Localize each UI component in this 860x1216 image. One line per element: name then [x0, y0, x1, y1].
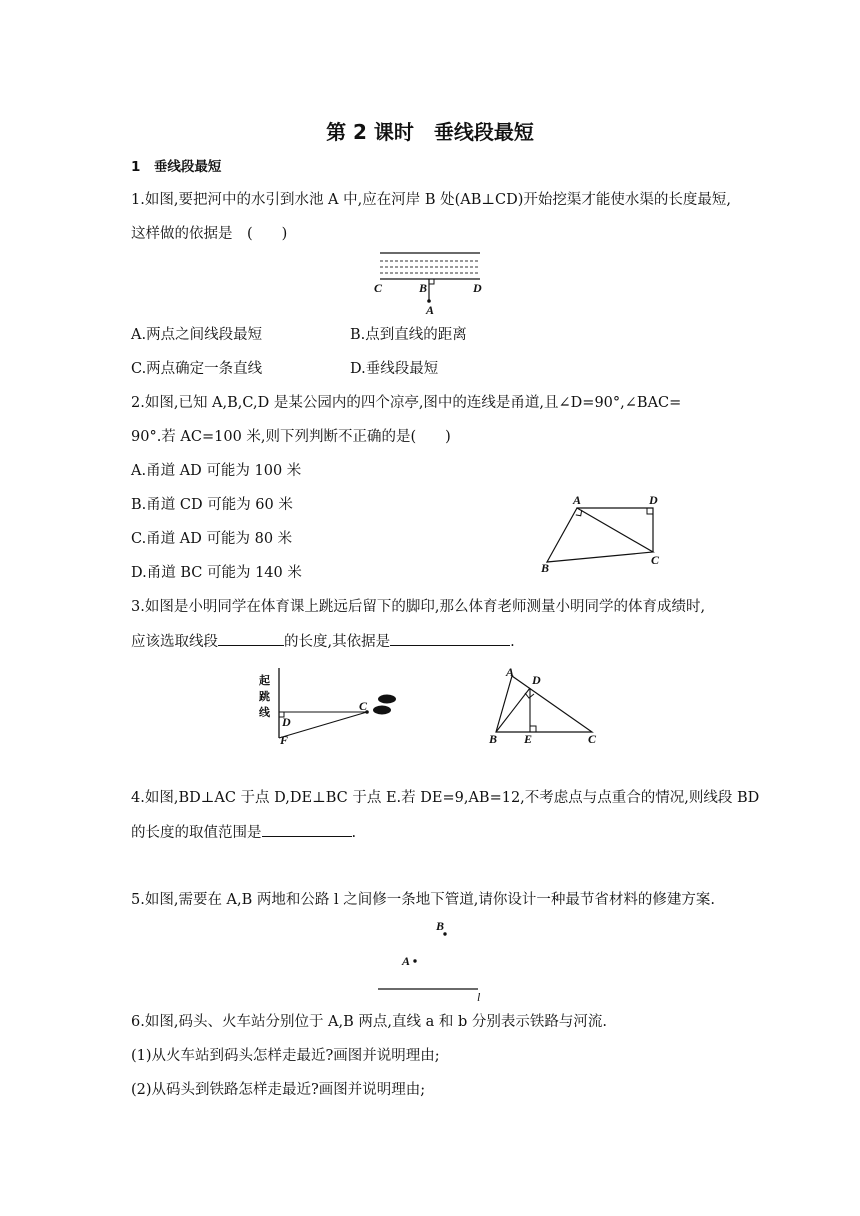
q2-label-c: C: [651, 553, 660, 567]
q5-label-b: B: [436, 919, 445, 933]
q4-label-b: B: [489, 732, 498, 746]
q6-sub1: (1)从火车站到码头怎样走最近?画图并说明理由;: [131, 1048, 440, 1064]
q4-label-a: A: [506, 665, 515, 679]
q3-label-d: D: [282, 715, 291, 729]
q1-stem-line2: 这样做的依据是 ( ): [131, 226, 288, 242]
q3-reason-blank[interactable]: [390, 631, 510, 646]
q4-stem-line1: 4.如图,BD⊥AC 于点 D,DE⊥BC 于点 E.若 DE=9,AB=12,不考虑点与点重合的情况,则线段 BD: [131, 790, 760, 806]
q4-text-end: .: [351, 825, 357, 841]
q3-text-end: .: [510, 634, 515, 650]
q4-text-before: 的长度的取值范围是: [131, 825, 262, 841]
q1-label-c: C: [374, 281, 383, 295]
q2-stem-line2: 90°.若 AC=100 米,则下列判断不正确的是( ): [131, 429, 451, 445]
q1-label-d: D: [473, 281, 482, 295]
q3-text-middle: 的长度,其依据是: [284, 634, 391, 650]
q3-long-jump-figure: [255, 660, 415, 750]
q2-label-a: A: [573, 493, 582, 507]
q1-option-d: D.垂线段最短: [350, 361, 439, 377]
q2-pavilion-figure: [535, 490, 670, 575]
q3-start-line-char1: 起: [259, 675, 270, 687]
page-title: 第 2 课时 垂线段最短: [326, 120, 534, 144]
q5-stem: 5.如图,需要在 A,B 两地和公路 l 之间修一条地下管道,请你设计一种最节省材料的修建方案.: [131, 892, 715, 908]
q4-range-blank[interactable]: [262, 822, 352, 837]
q4-label-c: C: [588, 732, 597, 746]
q2-label-b: B: [541, 561, 550, 575]
q1-stem-line1: 1.如图,要把河中的水引到水池 A 中,应在河岸 B 处(AB⊥CD)开始挖渠才能使水渠的长度最短,: [131, 192, 732, 208]
q3-segment-blank[interactable]: [218, 631, 284, 646]
q5-label-a: A: [402, 954, 411, 968]
q1-option-c: C.两点确定一条直线: [131, 361, 263, 377]
q2-label-d: D: [649, 493, 658, 507]
footprint-icon: [373, 706, 391, 715]
q3-label-c: C: [359, 699, 368, 713]
q1-option-b: B.点到直线的距离: [350, 327, 467, 343]
q2-option-b: B.甬道 CD 可能为 60 米: [131, 497, 293, 513]
q2-option-a: A.甬道 AD 可能为 100 米: [131, 463, 302, 479]
q4-triangle-figure: [482, 664, 607, 746]
q3-stem-line1: 3.如图是小明同学在体育课上跳远后留下的脚印,那么体育老师测量小明同学的体育成绩时,: [131, 599, 706, 615]
section-heading: 1 垂线段最短: [131, 159, 222, 175]
q3-start-line-char3: 线: [259, 707, 270, 719]
q4-label-d: D: [532, 673, 541, 687]
q6-stem: 6.如图,码头、火车站分别位于 A,B 两点,直线 a 和 b 分别表示铁路与河流.: [131, 1014, 607, 1030]
q2-stem-line1: 2.如图,已知 A,B,C,D 是某公园内的四个凉亭,图中的连线是甬道,且∠D=90°,∠BAC=: [131, 395, 682, 411]
q1-option-a: A.两点之间线段最短: [131, 327, 263, 343]
q3-start-line-char2: 跳: [259, 691, 270, 703]
q2-option-c: C.甬道 AD 可能为 80 米: [131, 531, 293, 547]
q5-label-l: l: [477, 990, 481, 1004]
q4-label-e: E: [524, 732, 533, 746]
footprint-icon: [378, 695, 396, 704]
q2-option-d: D.甬道 BC 可能为 140 米: [131, 565, 302, 581]
q1-label-b: B: [419, 281, 428, 295]
q1-label-a: A: [426, 303, 435, 317]
q3-text-before: 应该选取线段: [131, 634, 218, 650]
q6-sub2: (2)从码头到铁路怎样走最近?画图并说明理由;: [131, 1082, 426, 1098]
q4-stem-line2: [131, 822, 356, 843]
q3-label-f: F: [280, 733, 289, 747]
q1-river-figure: [370, 250, 490, 320]
q5-road-figure: [370, 915, 495, 1005]
q3-stem-line2: [131, 631, 515, 652]
